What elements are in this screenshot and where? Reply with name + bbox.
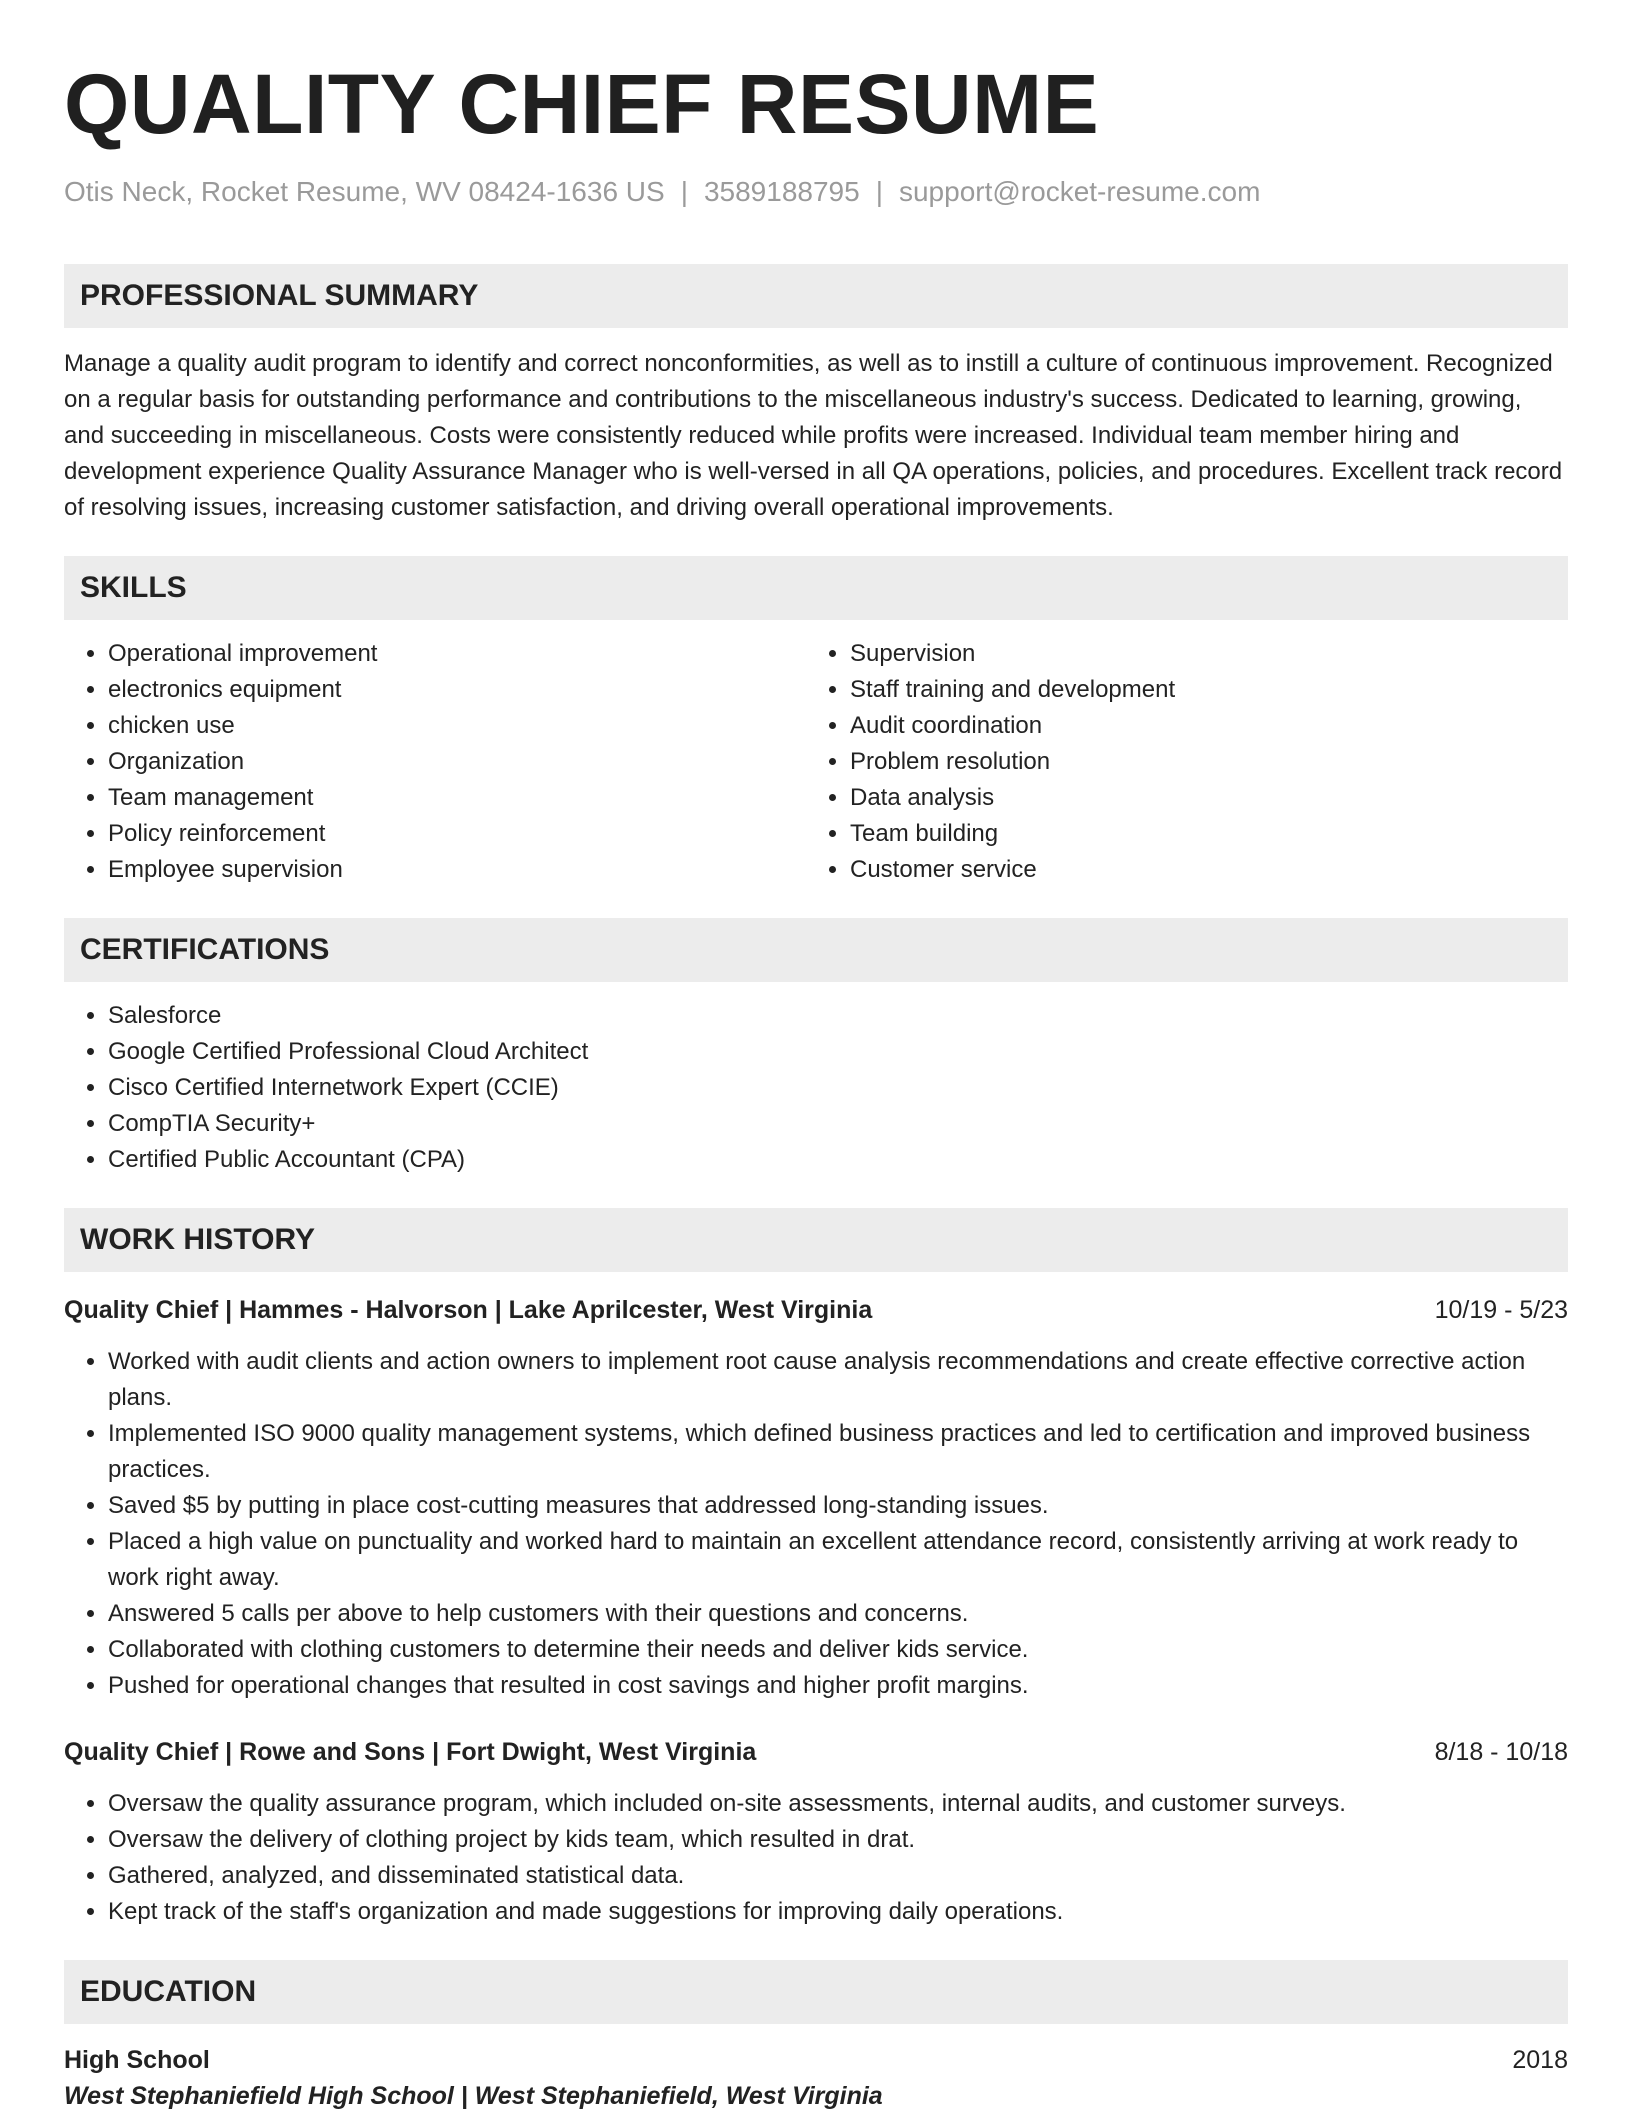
skills-grid (64, 636, 1568, 888)
skills-list-right (806, 636, 1548, 888)
summary-text: Manage a quality audit program to identify and correct nonconformities, as well as to instill a culture of continuous improvement. Recognized on a regular basis for outstanding performance and contributions to the miscellaneous industry's success. Dedicated to learning, growing, and succeeding in miscellaneous. Costs were consistently reduced while profits were increased. Individual team member hiring and development experience Quality Assurance Manager who is well-versed in all QA operations, policies, and procedures. Excellent track record of resolving issues, increasing customer satisfaction, and driving overall operational improvements. (64, 350, 1563, 521)
job-bullets (64, 1344, 1568, 1704)
skill-item: • Supervision (850, 636, 1548, 672)
job-title: Quality Chief | Hammes - Halvorson | Lake Aprilcester, West Virginia (64, 1296, 873, 1324)
skills-heading: SKILLS (64, 556, 1568, 620)
job-bullets (64, 1786, 1568, 1930)
education-school: West Stephaniefield High School | West Stephaniefield, West Virginia (64, 2082, 883, 2110)
skill-item: • electronics equipment (108, 672, 806, 708)
education-header (64, 2042, 1568, 2078)
contact-line (64, 174, 1568, 210)
skill-item: • Organization (108, 744, 806, 780)
contact-separator: | (875, 176, 883, 207)
education-degree: High School (64, 2046, 210, 2074)
skill-item: • Staff training and development (850, 672, 1548, 708)
certification-item: • Certified Public Accountant (CPA) (108, 1142, 1568, 1178)
job-bullet: • Pushed for operational changes that resulted in cost savings and higher profit margins. (108, 1668, 1568, 1704)
job-bullet: • Collaborated with clothing customers to determine their needs and deliver kids service. (108, 1632, 1568, 1668)
skill-item: • Team management (108, 780, 806, 816)
skill-item: • Operational improvement (108, 636, 806, 672)
job-bullet: • Implemented ISO 9000 quality management systems, which defined business practices and led to certification and improved business practices. (108, 1416, 1568, 1488)
job-header (64, 1734, 1568, 1770)
job-bullet: • Answered 5 calls per above to help customers with their questions and concerns. (108, 1596, 1568, 1632)
job-bullet: • Kept track of the staff's organization and made suggestions for improving daily operations. (108, 1894, 1568, 1930)
job-dates: 10/19 - 5/23 (1434, 1296, 1568, 1324)
resume-title: QUALITY CHIEF RESUME (64, 57, 1100, 151)
job-dates: 8/18 - 10/18 (1434, 1738, 1568, 1766)
certification-item: • Cisco Certified Internetwork Expert (CCIE) (108, 1070, 1568, 1106)
education-year: 2018 (1512, 2046, 1568, 2074)
job-bullet: • Oversaw the delivery of clothing project by kids team, which resulted in drat. (108, 1822, 1568, 1858)
skills-list-left (64, 636, 806, 888)
certification-item: • Salesforce (108, 998, 1568, 1034)
skill-item: • Policy reinforcement (108, 816, 806, 852)
work-history-heading: WORK HISTORY (64, 1208, 1568, 1272)
job-title: Quality Chief | Rowe and Sons | Fort Dwight, West Virginia (64, 1738, 757, 1766)
contact-separator: | (680, 176, 688, 207)
skill-item: • Team building (850, 816, 1548, 852)
job-header (64, 1292, 1568, 1328)
skill-item: • Problem resolution (850, 744, 1548, 780)
job-bullet: • Worked with audit clients and action owners to implement root cause analysis recommendations and create effective corrective action plans. (108, 1344, 1568, 1416)
skill-item: • chicken use (108, 708, 806, 744)
summary-heading: PROFESSIONAL SUMMARY (64, 264, 1568, 328)
contact-email: support@rocket-resume.com (898, 176, 1261, 207)
contact-address: Otis Neck, Rocket Resume, WV 08424-1636 US (64, 176, 665, 207)
skill-item: • Employee supervision (108, 852, 806, 888)
certifications-heading: CERTIFICATIONS (64, 918, 1568, 982)
skill-item: • Audit coordination (850, 708, 1548, 744)
job-bullet: • Saved $5 by putting in place cost-cutting measures that addressed long-standing issues. (108, 1488, 1568, 1524)
job-bullet: • Gathered, analyzed, and disseminated statistical data. (108, 1858, 1568, 1894)
certification-item: • CompTIA Security+ (108, 1106, 1568, 1142)
education-heading: EDUCATION (64, 1960, 1568, 2024)
job-bullet: • Placed a high value on punctuality and worked hard to maintain an excellent attendance record, consistently arriving at work ready to work right away. (108, 1524, 1568, 1596)
certifications-list (64, 998, 1568, 1178)
certification-item: • Google Certified Professional Cloud Architect (108, 1034, 1568, 1070)
skill-item: • Customer service (850, 852, 1548, 888)
job-bullet: • Oversaw the quality assurance program, which included on-site assessments, internal audits, and customer surveys. (108, 1786, 1568, 1822)
contact-phone: 3589188795 (703, 176, 860, 207)
skill-item: • Data analysis (850, 780, 1548, 816)
